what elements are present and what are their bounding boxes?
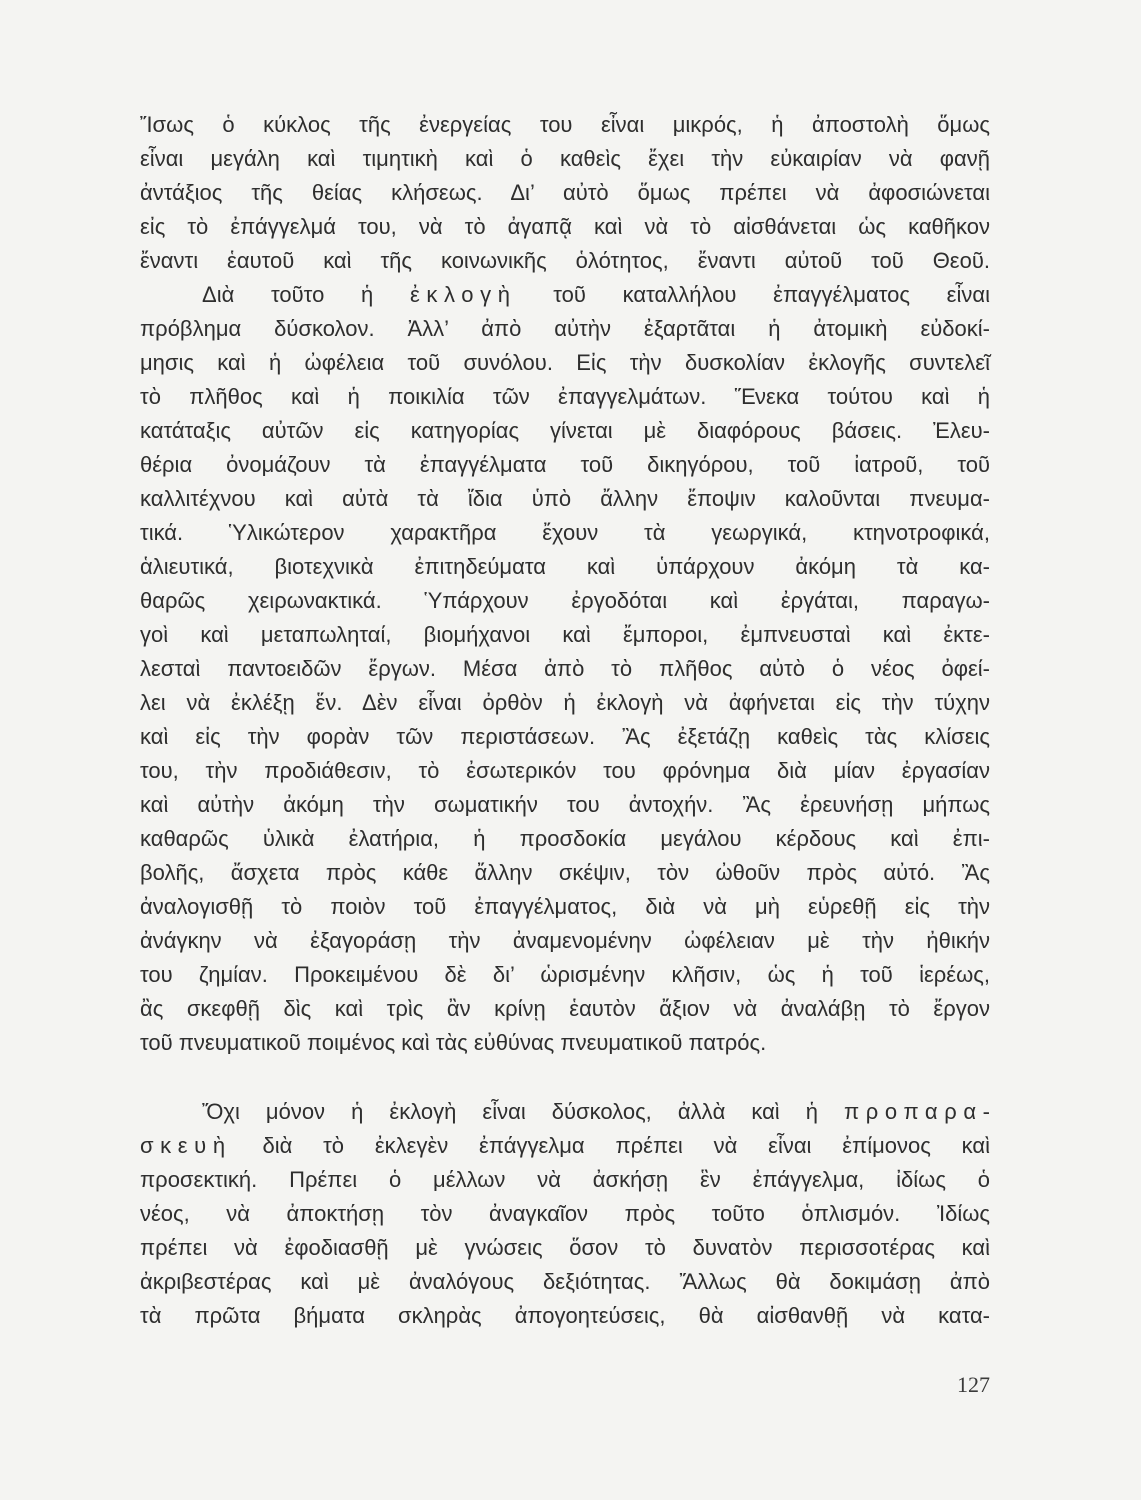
- text-line: βολῆς, ἄσχετα πρὸς κάθε ἄλλην σκέψιν, τὸν ὠθοῦν πρὸς αὐτό. Ἂς: [140, 860, 990, 885]
- text-line: ἂς σκεφθῇ δὶς καὶ τρὶς ἂν κρίνῃ ἑαυτὸν ἄξιον νὰ ἀναλάβῃ τὸ ἔργον: [140, 996, 990, 1021]
- text-line: τὸ πλῆθος καὶ ἡ ποικιλία τῶν ἐπαγγελμάτων. Ἕνεκα τούτου καὶ ἡ: [140, 384, 990, 409]
- paragraph: [140, 1095, 990, 1333]
- text-line: εἰς τὸ ἐπάγγελμά του, νὰ τὸ ἀγαπᾷ καὶ νὰ τὸ αἰσθάνεται ὡς καθῆκον: [140, 214, 990, 239]
- text-line: τικά. Ὑλικώτερον χαρακτῆρα ἔχουν τὰ γεωργικά, κτηνοτροφικά,: [140, 520, 990, 545]
- text-segment: -: [982, 1099, 990, 1124]
- text-line: θαρῶς χειρωνακτικά. Ὑπάρχουν ἐργοδόται καὶ ἐργάται, παραγω-: [140, 588, 990, 613]
- text-line: ἀνάγκην νὰ ἐξαγοράσῃ τὴν ἀναμενομένην ὠφέλειαν μὲ τὴν ἠθικήν: [140, 928, 990, 953]
- body-text: [140, 108, 990, 1333]
- paragraph: [140, 278, 990, 1060]
- text-line: τὰ πρῶτα βήματα σκληρὰς ἀπογοητεύσεις, θὰ αἰσθανθῇ νὰ κατα-: [140, 1303, 990, 1328]
- text-line: λεσταὶ παντοειδῶν ἔργων. Μέσα ἀπὸ τὸ πλῆθος αὐτὸ ὁ νέος ὀφεί-: [140, 656, 990, 681]
- emphasized-word: σκευὴ: [140, 1133, 232, 1158]
- text-line: του ζημίαν. Προκειμένου δὲ δι’ ὡρισμένην κλῆσιν, ὡς ἡ τοῦ ἱερέως,: [140, 962, 990, 987]
- text-line: νέος, νὰ ἀποκτήσῃ τὸν ἀναγκαῖον πρὸς τοῦτο ὁπλισμόν. Ἰδίως: [140, 1201, 990, 1226]
- text-line: [140, 1129, 990, 1163]
- text-line: Ἴσως ὁ κύκλος τῆς ἐνεργείας του εἶναι μικρός, ἡ ἀποστολὴ ὅμως: [140, 112, 990, 137]
- text-line: καθαρῶς ὑλικὰ ἐλατήρια, ἡ προσδοκία μεγάλου κέρδους καὶ ἐπι-: [140, 826, 990, 851]
- text-segment: τοῦ καταλλήλου ἐπαγγέλματος εἶναι: [516, 282, 990, 307]
- text-line: τοῦ πνευματικοῦ ποιμένος καὶ τὰς εὐθύνας πνευματικοῦ πατρός.: [140, 1030, 767, 1055]
- text-line: καλλιτέχνου καὶ αὐτὰ τὰ ἴδια ὑπὸ ἄλλην ἔποψιν καλοῦνται πνευμα-: [140, 486, 990, 511]
- text-line: [140, 278, 990, 312]
- text-line: πρόβλημα δύσκολον. Ἀλλ’ ἀπὸ αὐτὴν ἐξαρτᾶται ἡ ἀτομικὴ εὐδοκί-: [140, 316, 990, 341]
- text-line: [140, 1095, 990, 1129]
- text-line: ἁλιευτικά, βιοτεχνικὰ ἐπιτηδεύματα καὶ ὑπάρχουν ἀκόμη τὰ κα-: [140, 554, 990, 579]
- emphasized-word: προπαρα: [844, 1099, 983, 1124]
- emphasized-word: ἐκλογὴ: [410, 282, 517, 307]
- text-line: ἀναλογισθῇ τὸ ποιὸν τοῦ ἐπαγγέλματος, διὰ νὰ μὴ εὑρεθῇ εἰς τὴν: [140, 894, 990, 919]
- page-number: 127: [957, 1372, 990, 1397]
- paragraph: [140, 108, 990, 278]
- text-line: του, τὴν προδιάθεσιν, τὸ ἐσωτερικόν του φρόνημα διὰ μίαν ἐργασίαν: [140, 758, 990, 783]
- text-line: μησις καὶ ἡ ὠφέλεια τοῦ συνόλου. Εἰς τὴν δυσκολίαν ἐκλογῆς συντελεῖ: [140, 350, 990, 375]
- text-segment: Ὄχι μόνον ἡ ἐκλογὴ εἶναι δύσκολος, ἀλλὰ καὶ ἡ: [202, 1099, 845, 1124]
- text-line: ἔναντι ἑαυτοῦ καὶ τῆς κοινωνικῆς ὁλότητος, ἔναντι αὐτοῦ τοῦ Θεοῦ.: [140, 248, 990, 273]
- text-line: λει νὰ ἐκλέξῃ ἕν. Δὲν εἶναι ὀρθὸν ἡ ἐκλογὴ νὰ ἀφήνεται εἰς τὴν τύχην: [140, 690, 990, 715]
- text-line: ἀντάξιος τῆς θείας κλήσεως. Δι’ αὐτὸ ὅμως πρέπει νὰ ἀφοσιώνεται: [140, 180, 990, 205]
- text-line: ἀκριβεστέρας καὶ μὲ ἀναλόγους δεξιότητας. Ἄλλως θὰ δοκιμάσῃ ἀπὸ: [140, 1269, 990, 1294]
- text-segment: Διὰ τοῦτο ἡ: [202, 282, 411, 307]
- text-line: καὶ αὐτὴν ἀκόμη τὴν σωματικήν του ἀντοχήν. Ἂς ἐρευνήσῃ μήπως: [140, 792, 990, 817]
- text-line: θέρια ὀνομάζουν τὰ ἐπαγγέλματα τοῦ δικηγόρου, τοῦ ἰατροῦ, τοῦ: [140, 452, 990, 477]
- text-segment: διὰ τὸ ἐκλεγὲν ἐπάγγελμα πρέπει νὰ εἶναι ἐπίμονος καὶ: [231, 1133, 990, 1158]
- text-line: καὶ εἰς τὴν φορὰν τῶν περιστάσεων. Ἂς ἐξετάζῃ καθεὶς τὰς κλίσεις: [140, 724, 990, 749]
- text-line: προσεκτική. Πρέπει ὁ μέλλων νὰ ἀσκήσῃ ἓν ἐπάγγελμα, ἰδίως ὁ: [140, 1167, 990, 1192]
- text-line: γοὶ καὶ μεταπωληταί, βιομήχανοι καὶ ἔμποροι, ἐμπνευσταὶ καὶ ἐκτε-: [140, 622, 990, 647]
- text-line: κατάταξις αὐτῶν εἰς κατηγορίας γίνεται μὲ διαφόρους βάσεις. Ἐλευ-: [140, 418, 990, 443]
- text-line: πρέπει νὰ ἐφοδιασθῇ μὲ γνώσεις ὅσον τὸ δυνατὸν περισσοτέρας καὶ: [140, 1235, 990, 1260]
- text-line: εἶναι μεγάλη καὶ τιμητικὴ καὶ ὁ καθεὶς ἔχει τὴν εὐκαιρίαν νὰ φανῇ: [140, 146, 990, 171]
